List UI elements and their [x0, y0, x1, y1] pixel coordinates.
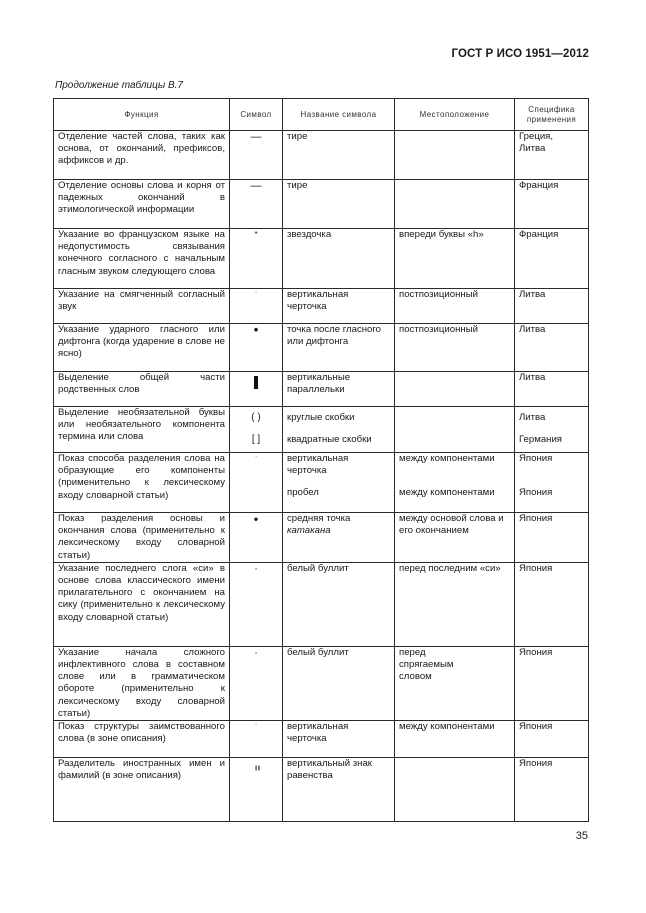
tick-symbol: ˈ — [254, 724, 258, 732]
table-row — [54, 324, 589, 372]
location-cell: перед последним «си» — [395, 562, 515, 646]
application-cell: Франция — [515, 180, 589, 229]
vertical-equals-symbol: = — [251, 765, 263, 772]
symbol-cell — [230, 407, 283, 453]
location-cell — [395, 372, 515, 407]
column-header: Символ — [230, 99, 283, 131]
name-cell: вертикальные параллельки — [283, 372, 395, 407]
function-cell — [54, 562, 230, 646]
name-cell — [283, 407, 395, 453]
parallel-bars-symbol — [254, 376, 258, 389]
asterisk-symbol: * — [254, 230, 258, 239]
dash-symbol: — — [250, 180, 262, 192]
name-cell: белый буллит — [283, 562, 395, 646]
table-row — [54, 513, 589, 563]
application-line: Греция, — [519, 131, 554, 142]
location-text: перед спрягаемым словом — [399, 646, 454, 683]
application-line: Япония — [519, 453, 553, 464]
application-cell: Франция — [515, 229, 589, 289]
table-row — [54, 229, 589, 289]
name-line: квадратные скобки — [287, 434, 372, 445]
name-line: пробел — [287, 487, 319, 499]
application-cell: Япония — [515, 562, 589, 646]
tick-symbol: ˈ — [254, 292, 258, 299]
name-line: средняя точка — [287, 513, 351, 524]
symbol-cell — [230, 562, 283, 646]
application-line: Япония — [519, 487, 553, 499]
name-cell: белый буллит — [283, 646, 395, 720]
location-cell — [395, 180, 515, 229]
tick-symbol: ˈ — [254, 456, 258, 463]
name-line: катакана — [287, 525, 331, 537]
location-cell: впереди буквы «h» — [395, 229, 515, 289]
parentheses-symbol: ( ) — [251, 412, 261, 423]
function-cell: Выделение общей части родственных слов — [54, 372, 230, 407]
symbols-table — [53, 98, 589, 822]
application-cell: Япония — [515, 513, 589, 563]
location-cell: между компонентами — [395, 721, 515, 758]
application-line: Германия — [519, 434, 563, 445]
column-header: Местоположение — [395, 99, 515, 131]
table-row — [54, 721, 589, 758]
application-cell: Япония — [515, 646, 589, 720]
symbol-cell — [230, 758, 283, 822]
table-row — [54, 180, 589, 229]
location-line: между компонентами — [399, 487, 495, 499]
table-header-row — [54, 99, 589, 131]
bullet-symbol: • — [253, 322, 259, 337]
function-cell: Разделитель иностранных имен и фамилий (в зоне описания) — [54, 758, 230, 822]
name-cell: звездочка — [283, 229, 395, 289]
function-cell: Показ разделения основы и окончания слова (применительно к лексическому входу словарной статьи) — [54, 513, 230, 563]
function-cell: Отделение основы слова и корня от падежных окончаний в этимологической информации — [54, 180, 230, 229]
column-header: Название символа — [283, 99, 395, 131]
function-cell: Указание начала сложного инфлективного слова в составном слове или в грамматическом обороте (применительно к лексическому входу словарной статьи) — [54, 646, 230, 720]
document-header: ГОСТ Р ИСО 1951—2012 — [451, 48, 589, 60]
table-row — [54, 562, 589, 646]
column-header — [515, 99, 589, 131]
symbol-cell — [230, 324, 283, 372]
name-cell — [283, 513, 395, 563]
table-row — [54, 289, 589, 324]
application-cell: Литва — [515, 324, 589, 372]
function-cell: Показ способа разделения слова на образующие его компоненты (применительно к лексическому входу словарной статьи) — [54, 453, 230, 513]
function-cell: Указание на смягченный согласный звук — [54, 289, 230, 324]
location-cell: между основой слова и его окончанием — [395, 513, 515, 563]
table-row — [54, 372, 589, 407]
symbol-cell — [230, 131, 283, 180]
name-cell: тире — [283, 131, 395, 180]
middle-dot-symbol: • — [253, 512, 259, 526]
column-header: Функция — [54, 99, 230, 131]
name-cell: вертикальный знак равенства — [283, 758, 395, 822]
symbol-cell — [230, 513, 283, 563]
brackets-symbol: [ ] — [251, 434, 261, 445]
name-line: вертикальная черточка — [287, 453, 349, 477]
table-row — [54, 407, 589, 453]
name-cell: точка после гласного или дифтонга — [283, 324, 395, 372]
symbol-cell — [230, 289, 283, 324]
name-text: вертикальная черточка — [287, 721, 349, 745]
page-number: 35 — [575, 830, 588, 842]
location-cell — [395, 131, 515, 180]
application-line: Литва — [519, 143, 546, 155]
name-cell: вертикальная черточка — [283, 289, 395, 324]
table-caption: Продолжение таблицы В.7 — [55, 80, 183, 91]
function-cell: Выделение необязательной буквы или необязательного компонента термина или слова — [54, 407, 230, 453]
location-cell — [395, 453, 515, 513]
location-line: между компонентами — [399, 453, 495, 464]
column-header-text: Специфика применения — [526, 104, 577, 124]
application-cell: Литва — [515, 372, 589, 407]
symbol-cell — [230, 721, 283, 758]
name-line: круглые скобки — [287, 412, 355, 423]
location-cell: постпозиционный — [395, 289, 515, 324]
name-cell: тире — [283, 180, 395, 229]
function-cell: Отделение частей слова, таких как основа, от окончаний, префиксов, аффиксов и др. — [54, 131, 230, 180]
table-row — [54, 758, 589, 822]
white-bullet-symbol: ◦ — [254, 565, 258, 573]
table-row — [54, 131, 589, 180]
symbol-cell — [230, 453, 283, 513]
application-cell — [515, 131, 589, 180]
table-row — [54, 646, 589, 720]
function-cell: Показ структуры заимствованного слова (в зоне описания) — [54, 721, 230, 758]
location-cell — [395, 758, 515, 822]
name-cell — [283, 721, 395, 758]
application-cell — [515, 407, 589, 453]
table-row — [54, 453, 589, 513]
application-cell: Литва — [515, 289, 589, 324]
symbol-cell — [230, 229, 283, 289]
symbol-cell — [230, 372, 283, 407]
symbol-cell — [230, 180, 283, 229]
application-line: Литва — [519, 412, 546, 423]
location-cell — [395, 407, 515, 453]
function-text: Указание последнего слога «си» в основе слова классического имени прилагательного с окончанием на сику (применительно к лексическому входу словарной статьи) — [58, 562, 225, 623]
name-cell — [283, 453, 395, 513]
application-cell — [515, 453, 589, 513]
function-cell: Указание во французском языке на недопустимость связывания конечного согласного с начальным гласным звуком следующего слова — [54, 229, 230, 289]
location-cell: постпозиционный — [395, 324, 515, 372]
function-cell: Указание ударного гласного или дифтонга (когда ударение в слове не ясно) — [54, 324, 230, 372]
application-cell: Япония — [515, 758, 589, 822]
location-cell — [395, 646, 515, 720]
dash-symbol: — — [250, 131, 262, 143]
symbol-cell — [230, 646, 283, 720]
white-bullet-symbol: ◦ — [254, 649, 258, 657]
application-cell: Япония — [515, 721, 589, 758]
